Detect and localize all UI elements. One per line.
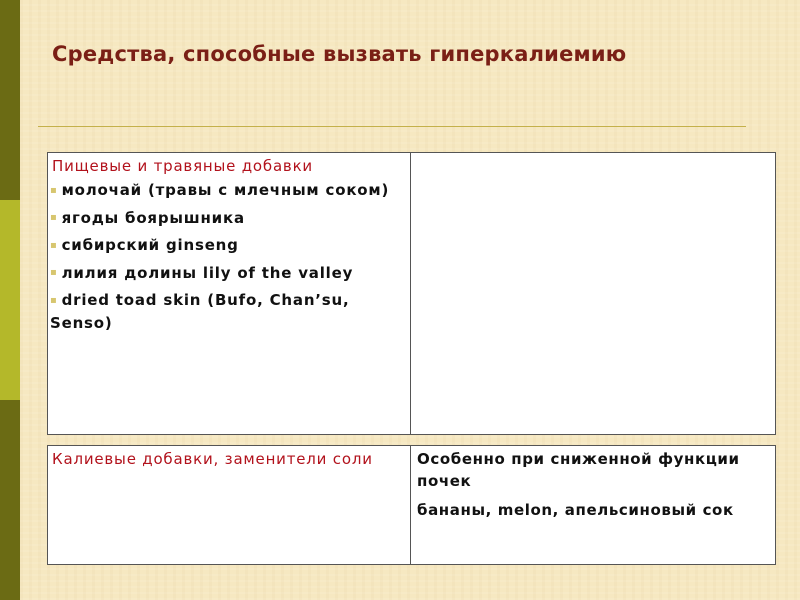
supplements-empty-cell xyxy=(411,153,776,435)
title-underline xyxy=(38,126,746,127)
supplements-table xyxy=(47,152,776,435)
bullet-icon: ▪ xyxy=(50,267,58,278)
list-item: ▪ молочай (травы с млечным соком) xyxy=(50,181,390,199)
list-item: ▪ лилия долины lily of the valley xyxy=(50,263,354,282)
side-strip-bottom xyxy=(0,400,20,600)
slide-title: Средства, способные вызвать гиперкалиемию xyxy=(52,42,627,66)
list-item: ▪ ягоды боярышника xyxy=(50,208,245,227)
supplements-cell xyxy=(48,153,411,435)
bullet-icon: ▪ xyxy=(50,239,58,251)
side-strip-middle xyxy=(0,200,20,400)
bullet-icon: ▪ xyxy=(50,184,58,196)
bullet-icon: ▪ xyxy=(50,294,58,306)
potassium-table xyxy=(47,445,776,565)
supplements-heading: Пищевые и травяные добавки xyxy=(52,157,313,175)
kidney-note: Особенно при сниженной функции почек xyxy=(417,450,740,490)
list-item: ▪ dried toad skin (Bufo, Chan’su, Senso) xyxy=(50,291,350,332)
supplements-list xyxy=(48,179,410,334)
potassium-note-cell xyxy=(411,446,776,565)
bullet-icon: ▪ xyxy=(50,212,58,223)
potassium-cell xyxy=(48,446,411,565)
potassium-heading: Калиевые добавки, заменители соли xyxy=(52,450,373,468)
side-strip-top xyxy=(0,0,20,200)
foods-note: бананы, melon, апельсиновый сок xyxy=(417,501,734,519)
list-item: ▪ сибирский ginseng xyxy=(50,236,239,254)
